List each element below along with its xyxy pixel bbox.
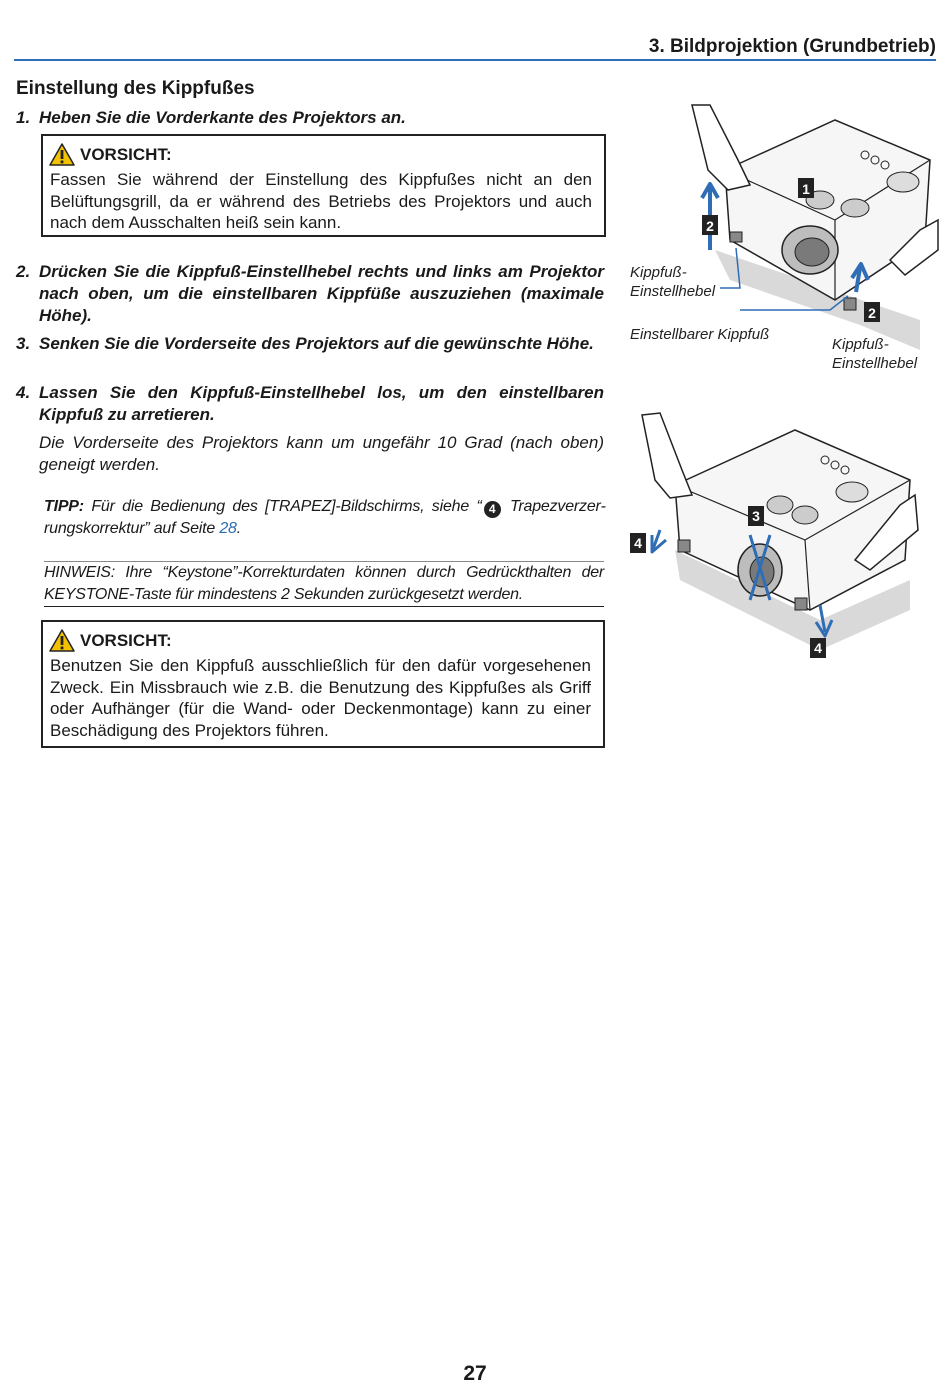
step-text: Drücken Sie die Kippfuß-Einstellhebel rechts und links am Projektor nach oben, um die einstellbaren Kippfüße auszuziehen (maximale Höhe). [39, 262, 604, 325]
caution-title-text: VORSICHT: [80, 630, 172, 650]
circled-number-icon: 4 [484, 501, 501, 518]
tipp-text-1: Für die Bedienung des [TRAPEZ]-Bildschirms, siehe “ [91, 498, 482, 515]
step-3 [16, 333, 604, 377]
step-4-note: Die Vorderseite des Projektors kann um ungefähr 10 Grad (nach oben) geneigt werden. [39, 433, 604, 474]
step-2 [16, 261, 604, 327]
page-number: 27 [463, 1362, 487, 1385]
step-1 [16, 107, 606, 129]
label-adjustable-foot: Einstellbarer Kippfuß [630, 326, 770, 343]
warning-icon [49, 143, 75, 166]
step-number: 2. [16, 262, 31, 281]
step-text: Heben Sie die Vorderkante des Projektors an. [39, 108, 406, 127]
step-badge-4-right: 4 [814, 640, 822, 656]
warning-icon [49, 629, 75, 652]
section-title: Einstellung des Kippfußes [16, 78, 255, 99]
caution-body: Fassen Sie während der Einstellung des Kippfußes nicht an den Belüftungsgrill, da er während des Betriebs des Projektors und auch nach dem Ausschalten heiß sein kann. [50, 170, 592, 232]
step-text: Senken Sie die Vorderseite des Projektors auf die gewünschte Höhe. [39, 334, 594, 353]
step-badge-2-right: 2 [868, 305, 876, 321]
step-badge-2-left: 2 [706, 218, 714, 234]
caution-title [49, 629, 172, 652]
caution-title-text: VORSICHT: [80, 144, 172, 164]
step-badge-1: 1 [802, 181, 810, 197]
step-badge-4-left: 4 [634, 535, 642, 551]
projector-lower-illustration [620, 410, 920, 665]
step-number: 3. [16, 334, 31, 353]
page-link[interactable]: 28 [219, 520, 237, 537]
label-lever-right: Kippfuß- Einstellhebel [832, 336, 918, 372]
caution-body: Benutzen Sie den Kippfuß ausschließlich für den dafür vorgesehenen Zweck. Ein Missbrauch wie z.B. die Benutzung des Kippfußes als Griff oder Aufhänger (für die Wand- oder Deckenmontage) kann zu einer Beschädigung des Projektors führen. [50, 656, 591, 740]
caution-title [49, 143, 172, 166]
caution-box-2 [41, 620, 605, 748]
tipp-label: TIPP: [44, 498, 84, 515]
header-rule [14, 59, 936, 61]
tipp-note [44, 496, 606, 540]
tipp-text-3: . [236, 520, 241, 537]
step-number: 4. [16, 383, 31, 402]
step-text: Lassen Sie den Kippfuß-Einstellhebel los, um den einstellbaren Kippfuß zu arretieren. [39, 383, 604, 424]
caution-box-1 [41, 134, 606, 237]
chapter-title: 3. Bildprojektion (Grundbetrieb) [648, 36, 936, 57]
step-number: 1. [16, 108, 31, 127]
label-lever-left: Kippfuß- Einstellhebel [630, 264, 716, 300]
step-badge-3: 3 [752, 508, 760, 524]
tipp-text-2: Trapezverzerrungskorrektur” auf Seite [44, 498, 606, 537]
step-4 [16, 382, 604, 426]
hinweis-note: HINWEIS: Ihre “Keystone”-Korrekturdaten können durch Gedrückthalten der KEYSTONE-Taste für mindestens 2 Sekunden zurückgesetzt werden. [44, 561, 604, 607]
